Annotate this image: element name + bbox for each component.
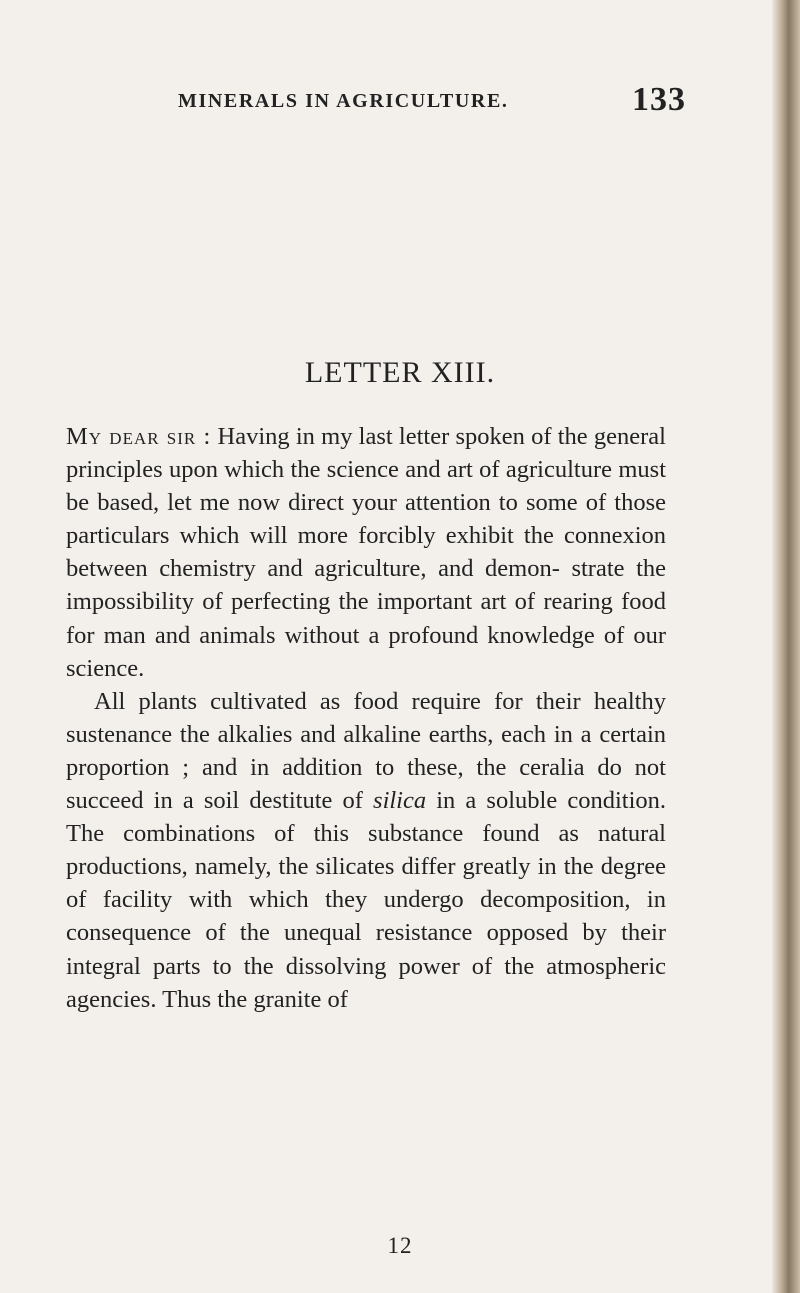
paragraph-1-text: Having in my last letter spoken of the general principles upon which the science and art of agriculture must be based, let me now direct your attention to some of those particulars which will more forcibly exhibit the connexion between chemistry and agriculture, and demon- strate the impossibility of perfecting the important art of rearing food for man and animals without a profound knowledge of our science.: [66, 423, 666, 682]
paragraph-2-italic: silica: [373, 787, 427, 815]
signature-mark: 12: [387, 1233, 413, 1258]
salutation: My dear sir :: [66, 423, 212, 450]
page-number: 133: [632, 81, 686, 118]
chapter-title: LETTER XIII.: [304, 356, 496, 389]
running-header: [178, 81, 686, 121]
paragraph-1: [66, 420, 666, 685]
paragraph-2: [66, 685, 666, 1016]
body-text: [66, 420, 666, 1016]
paragraph-2-text-after: in a soluble condition. The combinations of this substance found as natural productions, namely, the silicates differ greatly in the degree of facility with which they undergo decomposition, in consequence of the unequal resistance opposed by their integral parts to the dissolving power of the atmospheric agencies. Thus the granite of: [66, 787, 666, 1013]
page-edge: [772, 0, 800, 1293]
running-title: MINERALS IN AGRICULTURE.: [178, 90, 509, 112]
paragraph-2-text-before: All plants cultivated as food require for their healthy sustenance the alkalies and alkaline earths, each in a certain proportion ; and in addition to these, the ceralia do not succeed in a soil destitute of: [66, 687, 666, 815]
